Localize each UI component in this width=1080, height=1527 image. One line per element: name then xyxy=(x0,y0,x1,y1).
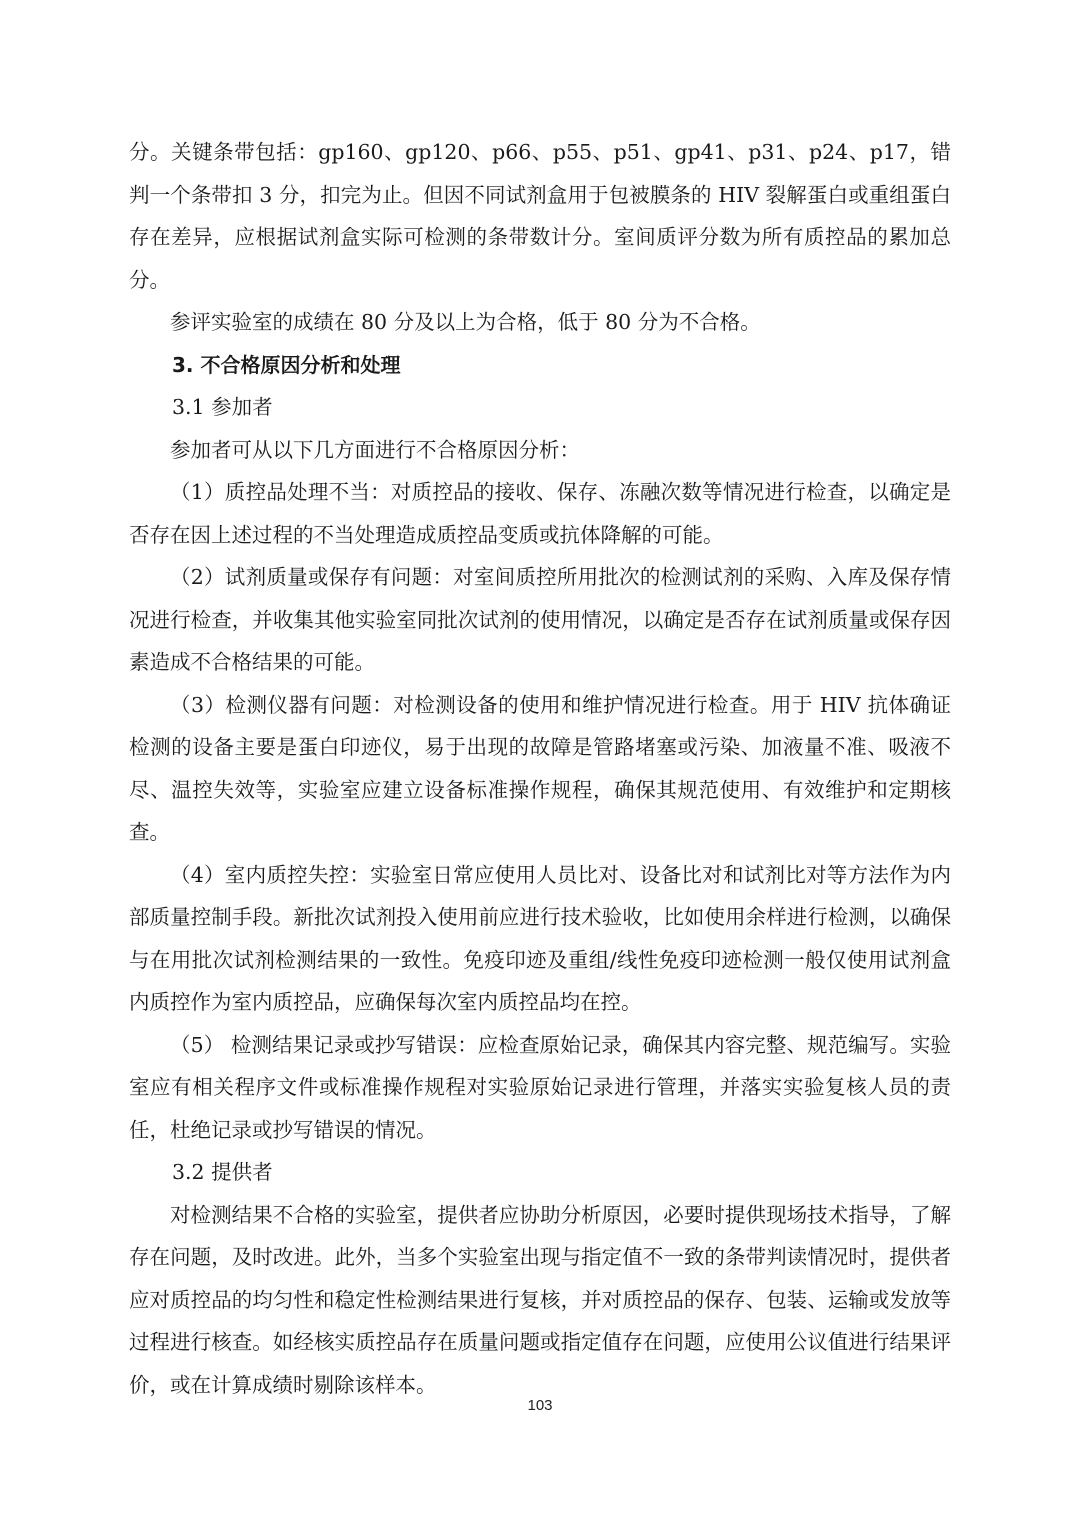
paragraph-item-3: （3）检测仪器有问题：对检测设备的使用和维护情况进行检查。用于 HIV 抗体确证检测的设备主要是蛋白印迹仪，易于出现的故障是管路堵塞或污染、加液量不准、吸液不尽、温控失效等，实验室应建立设备标准操作规程，确保其规范使用、有效维护和定期核查。 xyxy=(129,692,951,844)
paragraph-provider: 对检测结果不合格的实验室，提供者应协助分析原因，必要时提供现场技术指导，了解存在问题，及时改进。此外，当多个实验室出现与指定值不一致的条带判读情况时，提供者应对质控品的均匀性和稳定性检测结果进行复核，并对质控品的保存、包装、运输或发放等过程进行核查。如经核实质控品存在质量问题或指定值存在问题，应使用公议值进行结果评价，或在计算成绩时剔除该样本。 xyxy=(129,1202,951,1397)
paragraph-item-1: （1）质控品处理不当：对质控品的接收、保存、冻融次数等情况进行检查，以确定是否存在因上述过程的不当处理造成质控品变质或抗体降解的可能。 xyxy=(129,480,951,547)
paragraph-item-4: （4）室内质控失控：实验室日常应使用人员比对、设备比对和试剂比对等方法作为内部质量控制手段。新批次试剂投入使用前应进行技术验收，比如使用余样进行检测，以确保与在用批次试剂检测结果的一致性。免疫印迹及重组/线性免疫印迹检测一般仅使用试剂盒内质控作为室内质控品，应确保每次室内质控品均在控。 xyxy=(129,862,951,1014)
paragraph-item-5: （5） 检测结果记录或抄写错误：应检查原始记录，确保其内容完整、规范编写。实验室应有相关程序文件或标准操作规程对实验原始记录进行管理，并落实实验复核人员的责任，杜绝记录或抄写错误的情况。 xyxy=(129,1032,951,1142)
paragraph-item-2: （2）试剂质量或保存有问题：对室间质控所用批次的检测试剂的采购、入库及保存情况进行检查，并收集其他实验室同批次试剂的使用情况，以确定是否存在试剂质量或保存因素造成不合格结果的可能。 xyxy=(129,565,951,674)
section-heading-3: 3. 不合格原因分析和处理 xyxy=(172,352,401,377)
subsection-heading-3-1: 3.1 参加者 xyxy=(172,395,273,419)
page-number: 103 xyxy=(527,1397,553,1414)
paragraph-scoring-continued: 分。关键条带包括：gp160、gp120、p66、p55、p51、gp41、p31、p24、p17，错判一个条带扣 3 分，扣完为止。但因不同试剂盒用于包被膜条的 HIV 裂解蛋白或重组蛋白存在差异，应根据试剂盒实际可检测的条带数计分。室间质评分数为所有质控品的累加总分。 xyxy=(129,140,951,292)
paragraph-participant-intro: 参加者可从以下几方面进行不合格原因分析： xyxy=(170,437,580,462)
subsection-heading-3-2: 3.2 提供者 xyxy=(172,1160,273,1184)
paragraph-pass-criteria: 参评实验室的成绩在 80 分及以上为合格，低于 80 分为不合格。 xyxy=(170,310,761,334)
page-content xyxy=(129,131,951,1406)
